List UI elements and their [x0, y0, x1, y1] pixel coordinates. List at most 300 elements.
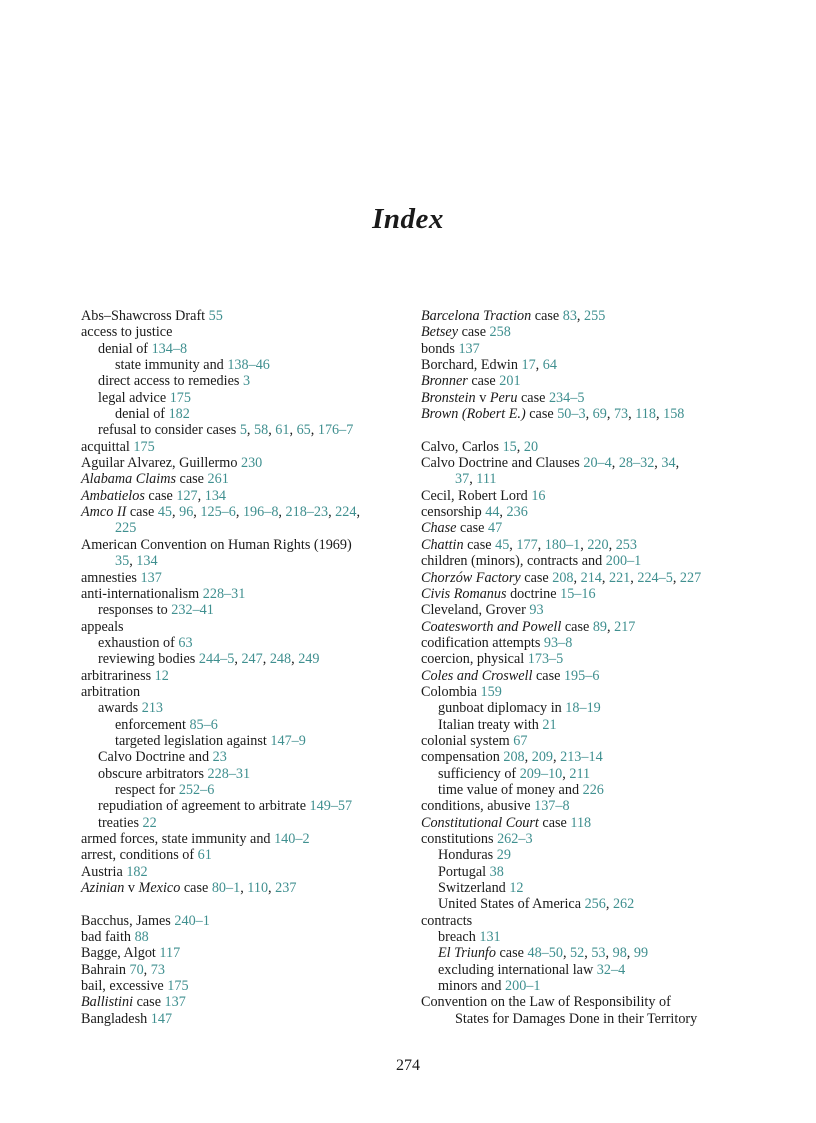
index-term-text: responses to — [98, 602, 172, 619]
page-reference[interactable]: 22 — [142, 814, 157, 831]
page-reference[interactable]: 98 — [612, 945, 627, 962]
index-term-text: , — [585, 406, 593, 423]
page-reference[interactable]: 147–9 — [270, 732, 306, 749]
index-term-text: doctrine — [506, 585, 561, 602]
index-entry — [421, 439, 751, 455]
index-term-text: Bronner — [421, 373, 468, 390]
index-term-text: Chorzów Factory — [421, 569, 521, 586]
index-term-text: direct access to remedies — [98, 373, 243, 390]
page-reference[interactable]: 80–1 — [211, 880, 241, 897]
page-reference[interactable]: 258 — [489, 324, 511, 341]
page-reference[interactable]: 140–2 — [274, 831, 310, 847]
page-reference[interactable]: 85–6 — [189, 716, 218, 733]
index-entry — [81, 455, 411, 471]
page-reference[interactable]: 236 — [506, 504, 528, 521]
index-subentry — [81, 717, 411, 733]
page-reference[interactable]: 234–5 — [548, 389, 585, 406]
index-subentry — [421, 945, 751, 961]
page-reference[interactable]: 137 — [140, 569, 162, 586]
page-reference[interactable]: 28–32 — [618, 455, 655, 472]
index-entry — [81, 668, 411, 684]
index-term-text: respect for — [115, 781, 179, 798]
page-reference[interactable]: 255 — [584, 308, 606, 324]
page-reference[interactable]: 21 — [542, 716, 557, 733]
index-term-text: El Triunfo — [438, 945, 496, 962]
page-reference[interactable]: 47 — [487, 520, 503, 537]
page-reference[interactable]: 64 — [542, 357, 557, 374]
index-term-text: Austria — [81, 863, 127, 880]
index-term-text: , — [628, 406, 636, 423]
index-term-text: , — [580, 536, 588, 553]
index-term-text: Borchard, Edwin — [421, 357, 522, 374]
index-entry — [421, 520, 751, 536]
index-entry — [81, 439, 411, 455]
page-reference[interactable]: 200–1 — [605, 553, 642, 570]
index-entry — [81, 847, 411, 863]
index-entry — [81, 308, 411, 324]
page-reference[interactable]: 111 — [476, 471, 497, 488]
index-subentry — [421, 766, 751, 782]
page-reference[interactable]: 89 — [592, 618, 608, 635]
index-entry — [421, 913, 751, 929]
page-reference[interactable]: 23 — [212, 749, 227, 766]
index-term-text: conditions, abusive — [421, 798, 535, 815]
index-term-text: , — [268, 880, 276, 897]
page-reference[interactable]: 35 — [115, 553, 130, 570]
page-reference[interactable]: 173–5 — [527, 651, 564, 668]
page-reference[interactable]: 125–6 — [200, 504, 236, 521]
index-term-text: , — [524, 749, 532, 766]
index-term-text: , — [310, 422, 318, 439]
page-reference[interactable]: 93–8 — [543, 634, 573, 651]
index-term-text: , — [356, 504, 360, 521]
page-reference[interactable]: 221 — [608, 569, 631, 586]
index-term-text: , — [675, 455, 680, 472]
index-term-text: Bronstein — [421, 389, 476, 406]
page-number: 274 — [396, 1057, 420, 1074]
index-entry — [421, 488, 751, 504]
page-reference[interactable]: 118 — [570, 814, 592, 831]
page-reference[interactable]: 230 — [240, 455, 263, 472]
index-subentry — [81, 700, 411, 716]
index-entry — [81, 978, 411, 994]
index-term-text: , — [607, 618, 615, 635]
page-reference[interactable]: 177 — [516, 536, 538, 553]
index-term-text: , — [584, 945, 592, 962]
page-reference[interactable]: 209 — [531, 749, 554, 766]
page-reference[interactable]: 96 — [179, 504, 194, 521]
index-term-text: , — [606, 406, 614, 423]
page-reference[interactable]: 247 — [241, 651, 263, 668]
index-term-text: armed forces, state immunity and — [81, 831, 275, 847]
page-reference[interactable]: 149–57 — [309, 798, 353, 815]
index-subentry — [81, 373, 411, 389]
page-reference[interactable]: 256 — [584, 896, 606, 913]
index-term-text: Ballistini — [81, 994, 134, 1011]
page-reference[interactable]: 225 — [115, 520, 137, 537]
index-term-text: bad faith — [81, 929, 135, 946]
index-term-text: Cecil, Robert Lord — [421, 487, 532, 504]
page-reference[interactable]: 232–41 — [171, 602, 214, 619]
page-reference[interactable]: 175 — [133, 438, 155, 455]
index-subentry — [81, 766, 411, 782]
page-reference[interactable]: 16 — [531, 487, 546, 504]
index-entry — [81, 619, 411, 635]
index-entry — [81, 1011, 411, 1027]
index-entry — [421, 619, 751, 635]
index-entry — [421, 390, 751, 406]
index-term-text: , — [605, 945, 613, 962]
index-term-text: , — [262, 651, 270, 668]
index-term-text: case — [517, 389, 549, 406]
index-entry-continuation — [421, 471, 751, 487]
page-reference[interactable]: 214 — [580, 569, 602, 586]
page-reference[interactable]: 137 — [164, 994, 186, 1011]
page-reference[interactable]: 240–1 — [174, 912, 210, 929]
index-term-text: contracts — [421, 912, 473, 929]
index-subentry — [81, 357, 411, 373]
page-reference[interactable]: 69 — [592, 406, 607, 423]
index-group-spacer — [421, 422, 751, 438]
index-term-text: , — [240, 880, 248, 897]
index-entry — [421, 831, 751, 847]
page-reference[interactable]: 45 — [495, 536, 510, 553]
index-term-text: amnesties — [81, 569, 141, 586]
index-term-text: v — [475, 389, 490, 406]
index-term-text: , — [499, 504, 507, 521]
page-reference[interactable]: 127 — [176, 487, 198, 504]
index-term-text: case — [467, 373, 500, 390]
index-term-text: , — [605, 896, 613, 913]
page-reference[interactable]: 200–1 — [505, 978, 541, 995]
index-term-text: , — [328, 504, 336, 521]
index-subentry — [81, 422, 411, 438]
page-reference[interactable]: 3 — [242, 373, 251, 390]
index-term-text: Brown (Robert E.) — [421, 406, 526, 423]
page-reference[interactable]: 209–10 — [519, 765, 563, 782]
page-reference[interactable]: 67 — [513, 732, 528, 749]
page-reference[interactable]: 249 — [298, 651, 320, 668]
page-reference[interactable]: 228–31 — [202, 585, 246, 602]
index-entry — [81, 929, 411, 945]
index-subentry — [421, 700, 751, 716]
index-term-text: compensation — [421, 749, 504, 766]
page-reference[interactable]: 63 — [178, 634, 193, 651]
index-subentry — [81, 341, 411, 357]
page-reference[interactable]: 44 — [485, 504, 500, 521]
page-reference[interactable]: 196–8 — [242, 504, 279, 521]
page-reference[interactable]: 220 — [587, 536, 609, 553]
index-term-text: , — [129, 553, 137, 570]
index-entry — [421, 668, 751, 684]
index-term-text: refusal to consider cases — [98, 422, 240, 439]
index-term-text: case — [532, 667, 564, 684]
page-reference[interactable]: 55 — [208, 308, 223, 324]
page-reference[interactable]: 217 — [614, 618, 636, 635]
index-term-text: arbitration — [81, 683, 141, 700]
page-reference[interactable]: 201 — [499, 373, 521, 390]
index-entry — [81, 831, 411, 847]
index-subentry — [421, 782, 751, 798]
index-term-text: , — [535, 357, 543, 374]
index-term-text: acquittal — [81, 438, 134, 455]
index-term-text: bail, excessive — [81, 978, 168, 995]
index-term-text: Alabama Claims — [81, 471, 176, 488]
page-reference[interactable]: 5 — [239, 422, 247, 439]
page-reference[interactable]: 195–6 — [563, 667, 600, 684]
index-entry — [421, 504, 751, 520]
page-reference[interactable]: 228–31 — [207, 765, 251, 782]
index-term-text: colonial system — [421, 732, 514, 749]
index-entry — [421, 635, 751, 651]
index-term-text: , — [562, 945, 571, 962]
page-reference[interactable]: 213–14 — [560, 749, 603, 766]
index-term-text: case — [463, 536, 496, 553]
index-term-text: awards — [98, 700, 142, 717]
page-reference[interactable]: 52 — [570, 945, 585, 962]
index-entry — [421, 733, 751, 749]
index-column-left — [81, 308, 411, 1027]
page-reference[interactable]: 175 — [167, 978, 189, 995]
page-reference[interactable]: 61 — [275, 422, 290, 439]
page-reference[interactable]: 218–23 — [285, 504, 329, 521]
page-reference[interactable]: 252–6 — [178, 781, 215, 798]
page-reference[interactable]: 61 — [197, 847, 212, 864]
page-reference[interactable]: 227 — [679, 569, 702, 586]
index-term-text: , — [576, 308, 585, 324]
index-term-text: Betsey — [421, 324, 459, 341]
page-reference[interactable]: 253 — [615, 536, 637, 553]
page-reference[interactable]: 12 — [509, 880, 524, 897]
index-entry — [421, 994, 751, 1010]
index-term-text: , — [630, 569, 638, 586]
index-term-text: United States of America — [438, 896, 585, 913]
index-term-text: Portugal — [438, 863, 490, 880]
index-term-text: arrest, conditions of — [81, 847, 198, 864]
index-term-text: denial of — [115, 406, 169, 423]
index-entry — [421, 308, 751, 324]
page-reference[interactable]: 244–5 — [198, 651, 235, 668]
index-term-text: , — [654, 455, 662, 472]
page-reference[interactable]: 182 — [126, 863, 148, 880]
index-entry — [81, 994, 411, 1010]
page-reference[interactable]: 93 — [529, 602, 544, 619]
index-term-text: breach — [438, 929, 480, 946]
index-term-text: , — [235, 504, 243, 521]
page-reference[interactable]: 65 — [296, 422, 311, 439]
index-term-text: Constitutional Court — [421, 814, 539, 831]
index-term-text: case — [126, 504, 158, 521]
index-term-text: , — [562, 765, 570, 782]
index-term-text: anti-internationalism — [81, 585, 203, 602]
page-reference[interactable]: 158 — [663, 406, 685, 423]
page-reference[interactable]: 262 — [612, 896, 635, 913]
page-reference[interactable]: 88 — [134, 929, 149, 946]
index-term-text: , — [608, 536, 616, 553]
index-entry — [421, 373, 751, 389]
page-reference[interactable]: 208 — [503, 749, 525, 766]
index-subentry — [421, 896, 751, 912]
page-reference[interactable]: 118 — [635, 406, 656, 423]
index-subentry — [81, 390, 411, 406]
page-reference[interactable]: 134–8 — [151, 340, 188, 357]
page-reference[interactable]: 38 — [489, 863, 504, 880]
index-term-text: codification attempts — [421, 634, 544, 651]
index-entry — [421, 602, 751, 618]
page-reference[interactable]: 20 — [523, 438, 539, 455]
index-term-text: access to justice — [81, 324, 173, 341]
index-term-text: excluding international law — [438, 961, 597, 978]
index-term-text: Coatesworth and Powell — [421, 618, 562, 635]
index-entry — [81, 471, 411, 487]
index-subentry — [81, 798, 411, 814]
index-term-text: American Convention on Human Rights (1969) — [81, 536, 352, 553]
page-reference[interactable]: 17 — [521, 357, 536, 374]
index-entry — [421, 537, 751, 553]
index-term-text: case — [525, 406, 558, 423]
index-subentry — [81, 782, 411, 798]
page-reference[interactable]: 12 — [154, 667, 169, 684]
page-reference[interactable]: 134 — [204, 487, 227, 504]
index-term-text: legal advice — [98, 389, 170, 406]
page-reference[interactable]: 224–5 — [637, 569, 673, 586]
index-term-text: case — [175, 471, 208, 488]
index-entry — [81, 504, 411, 520]
index-term-text: appeals — [81, 618, 124, 635]
page-reference[interactable]: 182 — [168, 406, 190, 423]
index-term-text: obscure arbitrators — [98, 765, 208, 782]
index-term-text: Amco II — [81, 504, 127, 521]
index-term-text: , — [626, 945, 634, 962]
index-term-text: , — [573, 569, 581, 586]
index-term-text: , — [672, 569, 680, 586]
index-term-text: Mexico — [138, 880, 181, 897]
index-entry — [421, 684, 751, 700]
page-reference[interactable]: 20–4 — [583, 455, 612, 472]
page-reference[interactable]: 131 — [479, 929, 501, 946]
index-term-text: , — [143, 961, 151, 978]
page-reference[interactable]: 29 — [496, 847, 511, 864]
index-term-text: exhaustion of — [98, 634, 179, 651]
index-subentry — [421, 978, 751, 994]
page-reference[interactable]: 134 — [136, 553, 158, 570]
index-term-text: denial of — [98, 340, 152, 357]
index-entry — [81, 684, 411, 700]
index-term-text: Bagge, Algot — [81, 945, 160, 962]
page-reference[interactable]: 137–8 — [534, 798, 570, 815]
index-term-text: Convention on the Law of Responsibility of — [421, 994, 671, 1011]
index-term-text: Azinian — [81, 880, 125, 897]
index-term-text: , — [172, 504, 180, 521]
index-term-text: , — [246, 422, 255, 439]
page-reference[interactable]: 117 — [159, 945, 181, 962]
page-reference[interactable]: 248 — [269, 651, 292, 668]
index-subentry — [81, 651, 411, 667]
page-reference[interactable]: 15 — [502, 438, 517, 455]
index-entry — [421, 651, 751, 667]
index-term-text: case — [458, 324, 490, 341]
page-reference[interactable]: 58 — [254, 422, 269, 439]
index-term-text: case — [538, 814, 571, 831]
index-subentry — [81, 602, 411, 618]
page-reference[interactable]: 73 — [613, 406, 629, 423]
page-reference[interactable]: 37 — [455, 471, 470, 488]
page-reference[interactable]: 138–46 — [227, 357, 270, 374]
index-column-right — [421, 308, 751, 1027]
index-entry — [421, 815, 751, 831]
page-reference[interactable]: 45 — [157, 504, 173, 521]
page-reference[interactable]: 15–16 — [560, 585, 596, 602]
index-term-text: Ambatielos — [81, 487, 145, 504]
index-term-text: case — [456, 520, 488, 537]
index-term-text: Honduras — [438, 847, 497, 864]
page-reference[interactable]: 261 — [207, 471, 229, 488]
index-term-text: , — [469, 471, 477, 488]
index-entry — [421, 586, 751, 602]
page-reference[interactable]: 70 — [129, 961, 144, 978]
index-subentry — [81, 733, 411, 749]
page-reference[interactable]: 147 — [150, 1010, 173, 1027]
index-term-text: , — [289, 422, 297, 439]
page-reference[interactable]: 110 — [247, 880, 269, 897]
page-reference[interactable]: 226 — [582, 781, 604, 798]
page-reference[interactable]: 34 — [661, 455, 676, 472]
index-term-text: Barcelona Traction — [421, 308, 532, 324]
page-reference[interactable]: 213 — [141, 700, 164, 717]
page-reference[interactable]: 99 — [633, 945, 649, 962]
page-reference[interactable]: 53 — [591, 945, 606, 962]
page-reference[interactable]: 176–7 — [317, 422, 354, 439]
page-reference[interactable]: 137 — [458, 340, 480, 357]
index-entry — [81, 962, 411, 978]
page-reference[interactable]: 262–3 — [497, 831, 533, 847]
index-term-text: case — [133, 994, 165, 1011]
page-reference[interactable]: 159 — [480, 683, 502, 700]
page-reference[interactable]: 175 — [169, 389, 191, 406]
index-term-text: Bahrain — [81, 961, 130, 978]
index-entry — [421, 749, 751, 765]
index-term-text: enforcement — [115, 716, 190, 733]
index-subentry — [81, 406, 411, 422]
index-term-text: Peru — [489, 389, 518, 406]
index-term-text: , — [291, 651, 299, 668]
page-reference[interactable]: 224 — [335, 504, 357, 521]
page-reference[interactable]: 237 — [275, 880, 297, 897]
page-reference[interactable]: 211 — [569, 765, 591, 782]
page-reference[interactable]: 180–1 — [544, 536, 581, 553]
index-entry — [81, 570, 411, 586]
index-term-text: bonds — [421, 340, 459, 357]
page-reference[interactable]: 50–3 — [557, 406, 586, 423]
page-reference[interactable]: 83 — [562, 308, 577, 324]
index-entry — [81, 945, 411, 961]
index-term-text: , — [278, 504, 286, 521]
page-reference[interactable]: 18–19 — [565, 700, 601, 717]
index-term-text: Calvo Doctrine and — [98, 749, 213, 766]
index-entry — [81, 586, 411, 602]
index-term-text: minors and — [438, 978, 505, 995]
page-reference[interactable]: 48–50 — [527, 945, 563, 962]
index-term-text: sufficiency of — [438, 765, 520, 782]
page-reference[interactable]: 208 — [552, 569, 574, 586]
index-term-text: case — [561, 618, 593, 635]
page-reference[interactable]: 73 — [150, 961, 165, 978]
index-subentry — [421, 880, 751, 896]
index-term-text: v — [124, 880, 139, 897]
page-reference[interactable]: 32–4 — [596, 961, 626, 978]
index-entry — [421, 324, 751, 340]
index-term-text: constitutions — [421, 831, 498, 847]
